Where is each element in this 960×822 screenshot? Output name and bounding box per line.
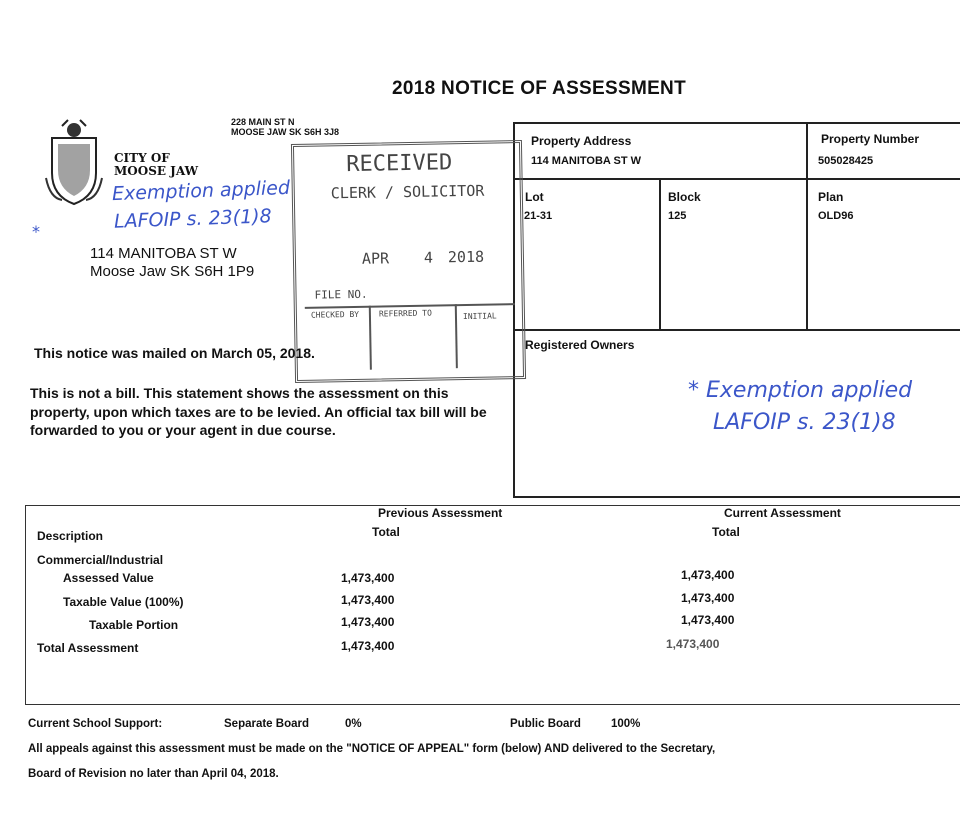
divider bbox=[513, 178, 960, 180]
assessed-value-label: Assessed Value bbox=[63, 571, 154, 585]
total-assessment-current: 1,473,400 bbox=[666, 637, 720, 651]
property-number-label: Property Number bbox=[821, 132, 920, 146]
plan-value: OLD96 bbox=[818, 210, 854, 222]
stamp-date-month: APR bbox=[361, 249, 390, 268]
description-header: Description bbox=[37, 529, 104, 543]
taxable-value-label: Taxable Value (100%) bbox=[63, 595, 184, 609]
divider bbox=[455, 304, 458, 368]
city-address-line1: 228 MAIN ST N bbox=[231, 117, 295, 127]
page-title: 2018 NOTICE OF ASSESSMENT bbox=[392, 78, 686, 99]
stamp-date-year: 2018 bbox=[447, 247, 485, 267]
divider bbox=[659, 178, 661, 330]
divider bbox=[513, 329, 960, 331]
plan-label: Plan bbox=[818, 190, 844, 204]
property-address-label: Property Address bbox=[531, 134, 632, 148]
current-total-header: Total bbox=[712, 525, 740, 539]
taxable-value-previous: 1,473,400 bbox=[341, 593, 395, 607]
assessed-value-current: 1,473,400 bbox=[681, 568, 735, 582]
lot-value: 21-31 bbox=[524, 210, 553, 222]
taxable-portion-current: 1,473,400 bbox=[681, 613, 735, 627]
school-support-label: Current School Support: bbox=[28, 718, 163, 730]
category-label: Commercial/Industrial bbox=[37, 553, 164, 567]
total-assessment-label: Total Assessment bbox=[37, 641, 139, 655]
taxable-portion-previous: 1,473,400 bbox=[341, 615, 395, 629]
stamp-file-no: FILE NO. bbox=[314, 287, 368, 302]
stamp-initial: INITIAL bbox=[462, 311, 497, 322]
block-label: Block bbox=[668, 190, 701, 204]
property-address-value: 114 MANITOBA ST W bbox=[531, 155, 642, 167]
mailing-address-line1: 114 MANITOBA ST W bbox=[90, 245, 237, 262]
handwritten-exemption-line2: LAFOIP s. 23(1)8 bbox=[113, 205, 273, 233]
handwritten-owners-exemption-line1: * Exemption applied bbox=[688, 378, 913, 403]
public-board-percent: 100% bbox=[611, 718, 641, 730]
city-address-line2: MOOSE JAW SK S6H 3J8 bbox=[231, 127, 340, 137]
assessed-value-previous: 1,473,400 bbox=[341, 571, 395, 585]
current-assessment-header: Current Assessment bbox=[724, 506, 841, 520]
city-crest-logo bbox=[44, 118, 104, 208]
previous-total-header: Total bbox=[372, 525, 400, 539]
public-board-label: Public Board bbox=[510, 718, 581, 730]
handwritten-asterisk: * bbox=[32, 222, 40, 241]
mailed-date-text: This notice was mailed on March 05, 2018. bbox=[34, 345, 315, 361]
divider bbox=[369, 306, 372, 370]
divider bbox=[305, 303, 515, 308]
stamp-date-day: 4 bbox=[423, 248, 434, 267]
mailing-address bbox=[90, 245, 254, 281]
handwritten-owners-exemption-line2: LAFOIP s. 23(1)8 bbox=[713, 410, 896, 435]
property-number-value: 505028425 bbox=[818, 155, 874, 167]
appeal-notice-line2: Board of Revision no later than April 04, 2018. bbox=[28, 768, 279, 780]
lot-label: Lot bbox=[525, 190, 544, 204]
divider bbox=[806, 122, 808, 330]
stamp-referred-to: REFERRED TO bbox=[378, 308, 432, 319]
previous-assessment-header: Previous Assessment bbox=[378, 506, 503, 520]
appeal-notice-line1: All appeals against this assessment must be made on the "NOTICE OF APPEAL" form (below) AND delivered to the Secretary, bbox=[28, 743, 716, 755]
not-a-bill-text: This is not a bill. This statement shows the assessment on this property, upon which taxes are to be levied. An official tax bill will be forwarded to you or your agent in due course. bbox=[30, 385, 487, 438]
registered-owners-label: Registered Owners bbox=[525, 338, 635, 352]
stamp-checked-by: CHECKED BY bbox=[310, 309, 360, 320]
separate-board-percent: 0% bbox=[345, 718, 362, 730]
city-name: CITY OF MOOSE JAW bbox=[114, 151, 199, 178]
block-value: 125 bbox=[668, 210, 687, 222]
stamp-subtitle: CLERK / SOLICITOR bbox=[330, 181, 485, 203]
separate-board-label: Separate Board bbox=[224, 718, 310, 730]
total-assessment-previous: 1,473,400 bbox=[341, 639, 395, 653]
mailing-address-line2: Moose Jaw SK S6H 1P9 bbox=[90, 263, 255, 280]
taxable-portion-label: Taxable Portion bbox=[89, 618, 179, 632]
handwritten-exemption-line1: Exemption applied bbox=[111, 176, 291, 206]
stamp-title: RECEIVED bbox=[346, 150, 453, 178]
taxable-value-current: 1,473,400 bbox=[681, 591, 735, 605]
received-stamp bbox=[291, 140, 526, 383]
